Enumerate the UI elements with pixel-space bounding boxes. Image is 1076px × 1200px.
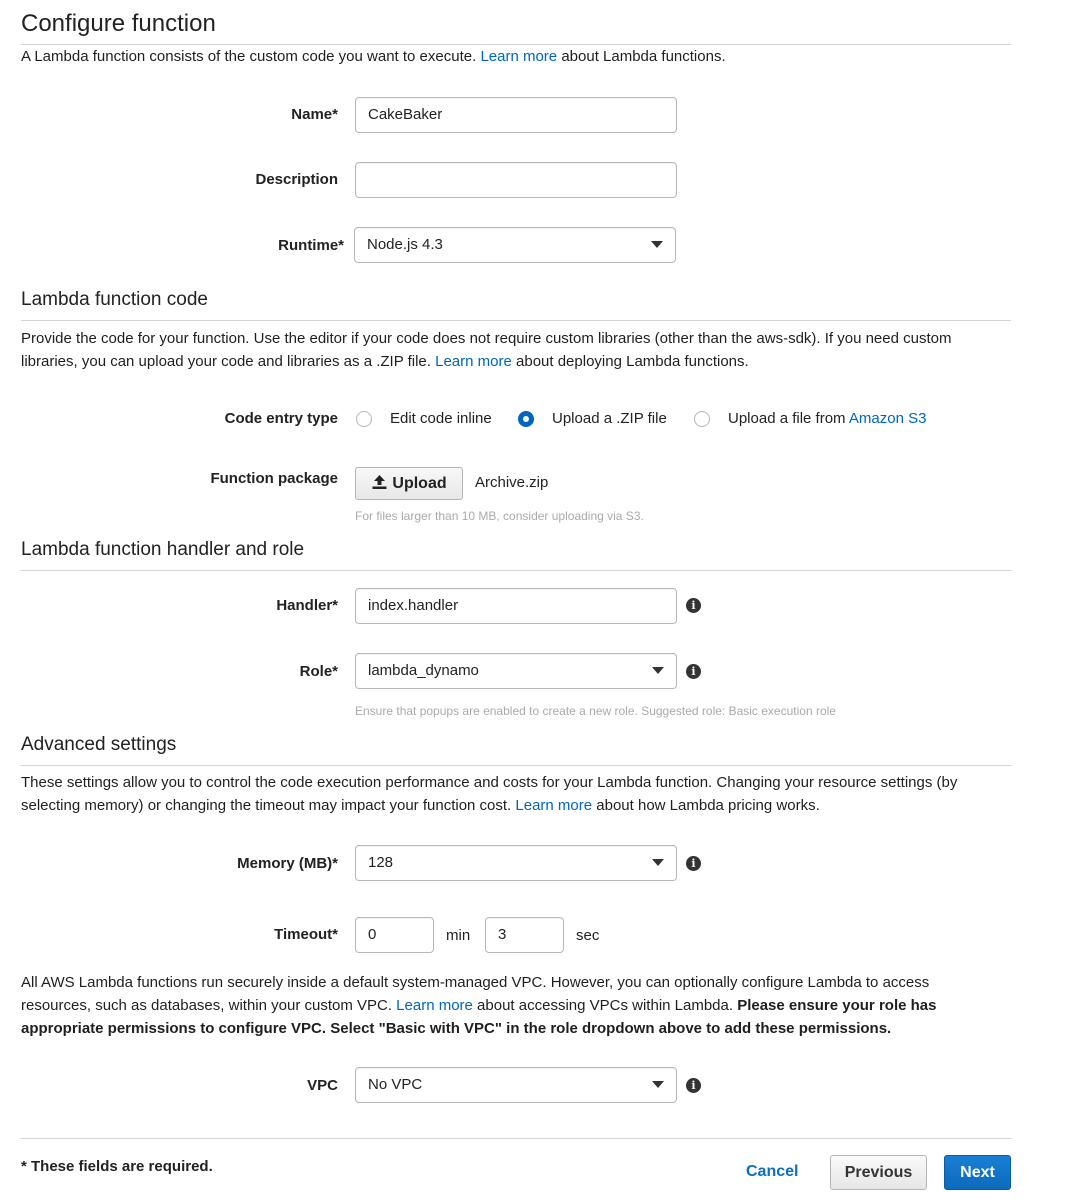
vpc-desc-line1: All AWS Lambda functions run securely inside a default system-managed VPC. However, you can optionally configure Lambda to access <box>21 974 930 991</box>
upload-button[interactable] <box>355 467 463 500</box>
name-label: Name* <box>291 106 338 123</box>
role-value: lambda_dynamo <box>368 662 479 679</box>
caret-down-icon <box>652 1081 664 1088</box>
cancel-button[interactable]: Cancel <box>746 1163 799 1180</box>
timeout-minutes-input[interactable]: 0 <box>355 917 434 953</box>
role-select[interactable] <box>355 653 677 689</box>
upload-hint: For files larger than 10 MB, consider uploading via S3. <box>355 509 644 523</box>
code-desc-suffix: about deploying Lambda functions. <box>511 353 749 370</box>
code-desc-line2 <box>21 350 1006 373</box>
info-icon[interactable]: i <box>686 598 701 613</box>
upload-button-label: Upload <box>392 475 447 492</box>
code-desc-prefix: libraries, you can upload your code and libraries as a .ZIP file. <box>21 353 436 370</box>
handler-input[interactable]: index.handler <box>355 588 677 624</box>
vpc-desc-warning-start: Please ensure your role has <box>737 997 937 1014</box>
code-section-heading: Lambda function code <box>21 289 208 310</box>
runtime-label: Runtime* <box>278 237 344 254</box>
timeout-seconds-input[interactable]: 3 <box>485 917 564 953</box>
code-entry-type-label: Code entry type <box>224 410 338 427</box>
vpc-description <box>21 971 1006 1040</box>
caret-down-icon <box>651 241 663 248</box>
memory-select[interactable] <box>355 845 677 881</box>
divider <box>21 765 1011 766</box>
vpc-desc-prefix: resources, such as databases, within your custom VPC. <box>21 997 397 1014</box>
learn-more-link[interactable]: Learn more <box>435 353 512 370</box>
advanced-description <box>21 771 1006 817</box>
function-package-label: Function package <box>210 470 338 487</box>
runtime-select[interactable] <box>354 227 676 263</box>
vpc-desc-mid: about accessing VPCs within Lambda. <box>472 997 738 1014</box>
advanced-section-heading: Advanced settings <box>21 734 177 755</box>
radio-edit-inline[interactable] <box>356 411 372 427</box>
radio-edit-inline-label[interactable]: Edit code inline <box>390 410 492 427</box>
vpc-label: VPC <box>307 1077 338 1094</box>
vpc-desc-line2 <box>21 994 1006 1017</box>
info-icon[interactable]: i <box>686 664 701 679</box>
timeout-label: Timeout* <box>274 926 338 943</box>
radio-upload-zip[interactable] <box>518 411 534 427</box>
name-input[interactable]: CakeBaker <box>355 97 677 133</box>
code-description <box>21 327 1006 373</box>
radio-upload-s3[interactable] <box>694 411 710 427</box>
vpc-value: No VPC <box>368 1076 423 1093</box>
radio-upload-zip-label[interactable]: Upload a .ZIP file <box>552 410 667 427</box>
intro-suffix: about Lambda functions. <box>557 48 726 65</box>
description-input[interactable] <box>355 162 677 198</box>
page-title: Configure function <box>21 10 216 37</box>
caret-down-icon <box>652 859 664 866</box>
required-fields-note: * These fields are required. <box>21 1158 213 1175</box>
amazon-s3-link[interactable]: Amazon S3 <box>848 410 927 427</box>
learn-more-link[interactable]: Learn more <box>515 797 593 814</box>
divider <box>21 570 1011 571</box>
intro-prefix: A Lambda function consists of the custom code you want to execute. <box>21 48 481 65</box>
seconds-unit: sec <box>576 927 600 944</box>
handler-section-heading: Lambda function handler and role <box>21 539 305 560</box>
minutes-unit: min <box>446 927 471 944</box>
upload-icon <box>371 474 388 490</box>
previous-button[interactable]: Previous <box>830 1155 927 1190</box>
divider <box>21 320 1011 321</box>
intro-text <box>21 45 1006 68</box>
advanced-desc-line2 <box>21 794 1006 817</box>
radio-upload-s3-text: Upload a file from <box>728 410 849 427</box>
advanced-desc-line1: These settings allow you to control the code execution performance and costs for your Lambda function. Changing your resource settings (by <box>21 774 958 791</box>
role-hint: Ensure that popups are enabled to create a new role. Suggested role: Basic execution role <box>355 704 836 718</box>
vpc-desc-line3: appropriate permissions to configure VPC. Select "Basic with VPC" in the role dropdown above to add these permissions. <box>21 1020 892 1037</box>
handler-label: Handler* <box>276 597 338 614</box>
next-button[interactable]: Next <box>944 1155 1011 1190</box>
advanced-desc-prefix: selecting memory) or changing the timeout may impact your function cost. <box>21 797 516 814</box>
memory-value: 128 <box>368 854 394 871</box>
learn-more-link[interactable]: Learn more <box>396 997 473 1014</box>
info-icon[interactable]: i <box>686 856 701 871</box>
description-label: Description <box>255 171 338 188</box>
divider <box>21 1138 1011 1139</box>
info-icon[interactable]: i <box>686 1078 701 1093</box>
code-desc-line1: Provide the code for your function. Use the editor if your code does not require custom libraries (other than the aws-sdk). If you need custom <box>21 330 952 347</box>
caret-down-icon <box>652 667 664 674</box>
runtime-value: Node.js 4.3 <box>367 236 443 253</box>
role-label: Role* <box>299 663 338 680</box>
vpc-select[interactable] <box>355 1067 677 1103</box>
uploaded-file-name: Archive.zip <box>475 474 549 491</box>
memory-label: Memory (MB)* <box>237 855 338 872</box>
advanced-desc-suffix: about how Lambda pricing works. <box>592 797 820 814</box>
radio-upload-s3-label[interactable] <box>728 410 926 427</box>
learn-more-link[interactable]: Learn more <box>480 48 558 65</box>
